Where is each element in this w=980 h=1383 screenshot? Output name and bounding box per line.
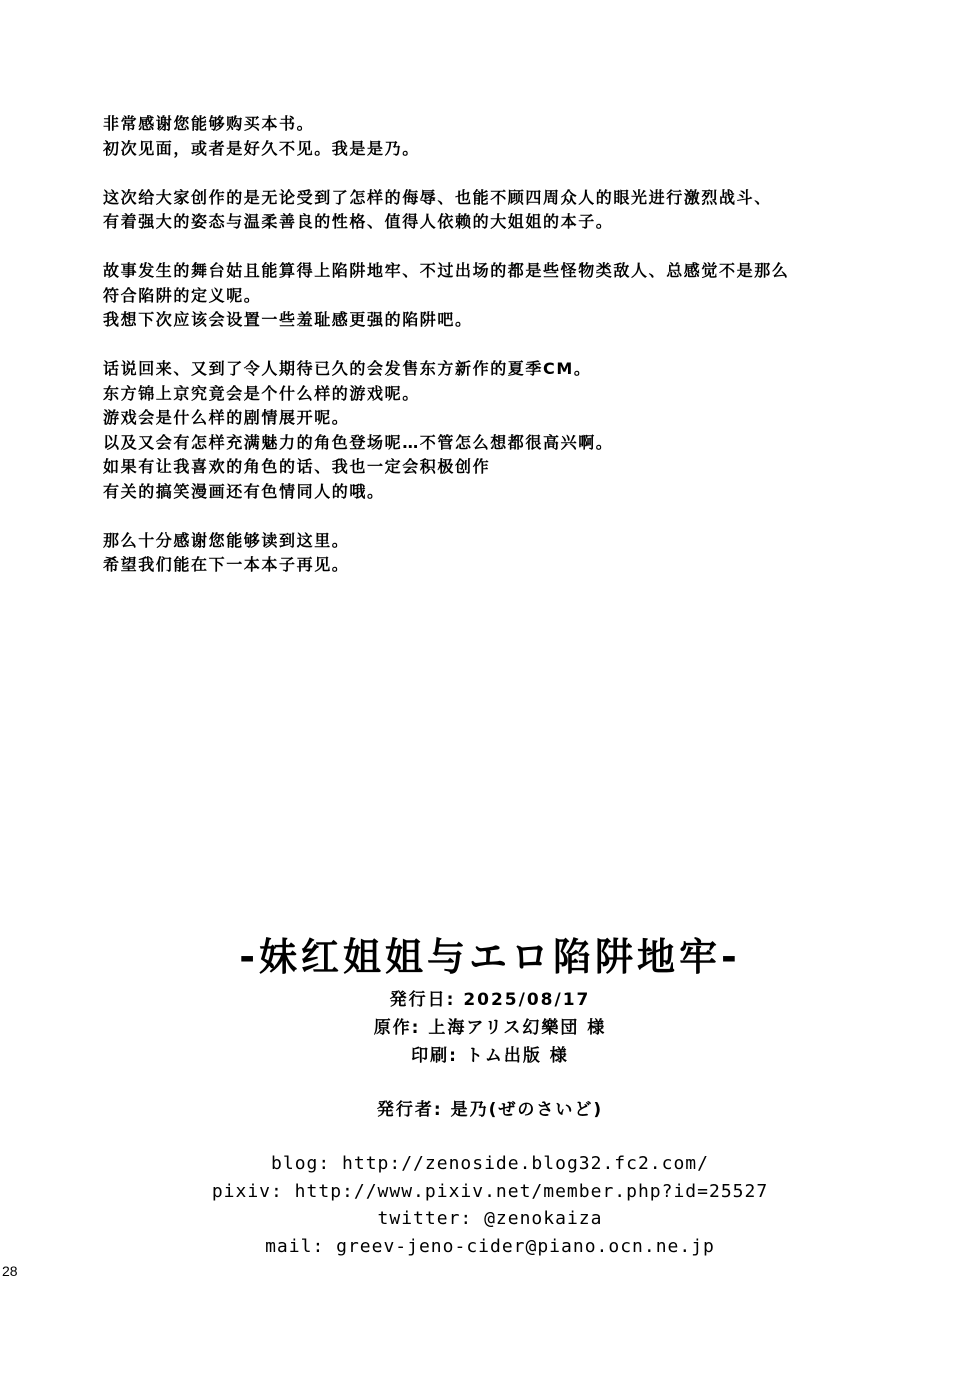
- afterword-paragraph-1: [103, 112, 933, 161]
- afterword-line: 游戏会是什么样的剧情展开呢。: [103, 408, 350, 427]
- afterword-line: 有关的搞笑漫画还有色情同人的哦。: [103, 481, 385, 501]
- twitter-handle: twitter: @zenokaiza: [377, 1208, 603, 1229]
- afterword-line: 那么十分感谢您能够读到这里。: [103, 530, 350, 550]
- printing-credit: 印刷: トム出版 様: [411, 1046, 569, 1066]
- publisher: 発行者: 是乃(ぜのさいど): [376, 1100, 604, 1120]
- afterword-line: 初次见面，或者是好久不见。我是是乃。: [103, 138, 420, 158]
- afterword-line: 这次给大家创作的是无论受到了怎样的侮辱、也能不顾四周众人的眼光进行激烈战斗、: [103, 187, 772, 207]
- afterword-line: 以及又会有怎样充满魅力的角色登场呢…不管怎么想都很高兴啊。: [103, 432, 614, 452]
- afterword-line: 我想下次应该会设置一些羞耻感更强的陷阱吧。: [103, 310, 473, 329]
- issue-date: 発行日: 2025/08/17: [389, 990, 591, 1010]
- afterword-line: 符合陷阱的定义呢。: [103, 285, 262, 305]
- afterword-paragraph-2: [103, 186, 933, 235]
- original-work: 原作: 上海アリス幻樂団 様: [373, 1018, 607, 1038]
- colophon: [0, 928, 980, 1260]
- afterword-line: 话说回来、又到了令人期待已久的会发售东方新作的夏季CM。: [103, 359, 592, 378]
- afterword-line: 如果有让我喜欢的角色的话、我也一定会积极创作: [103, 457, 491, 476]
- afterword-line: 故事发生的舞台姑且能算得上陷阱地牢、不过出场的都是些怪物类敌人、总感觉不是那么: [103, 261, 790, 280]
- afterword-line: 非常感谢您能够购买本书。: [103, 114, 315, 133]
- afterword-paragraph-3: [103, 259, 933, 333]
- afterword-line: 东方锦上京究竟会是个什么样的游戏呢。: [103, 383, 420, 403]
- page-number: 28: [2, 1263, 18, 1279]
- book-title: -妹红姐姐与エロ陷阱地牢-: [239, 935, 741, 979]
- blog-link: blog: http://zenoside.blog32.fc2.com/: [271, 1153, 709, 1174]
- pixiv-link: pixiv: http://www.pixiv.net/member.php?id=25527: [211, 1180, 769, 1202]
- afterword-line: 希望我们能在下一本本子再见。: [103, 555, 350, 574]
- afterword-text: [103, 112, 933, 602]
- afterword-paragraph-4: [103, 357, 933, 504]
- afterword-paragraph-5: [103, 529, 933, 578]
- mail-address: mail: greev-jeno-cider@piano.ocn.ne.jp: [265, 1235, 715, 1257]
- afterword-line: 有着强大的姿态与温柔善良的性格、值得人依赖的大姐姐的本子。: [103, 212, 614, 231]
